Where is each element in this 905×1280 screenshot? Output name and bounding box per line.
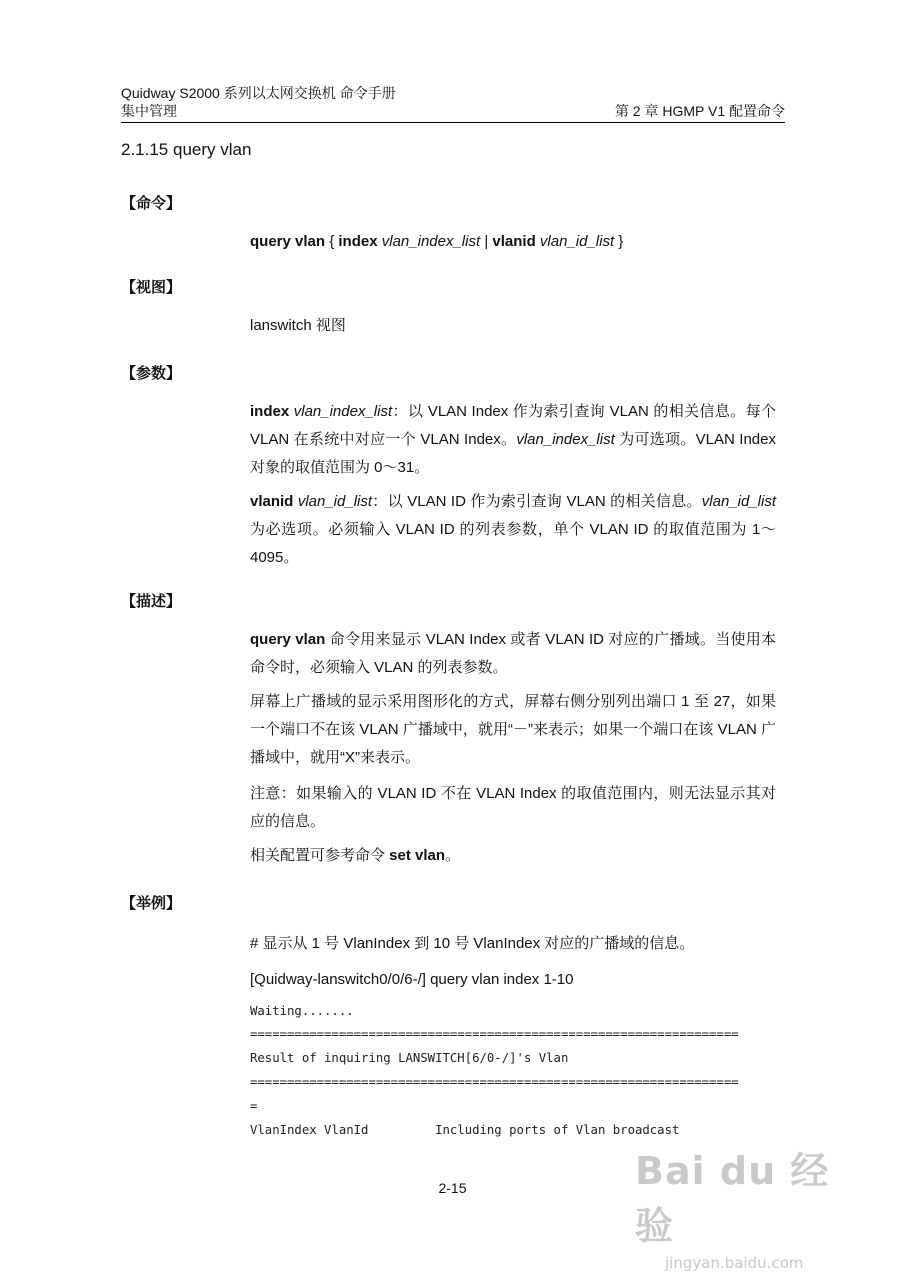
output-line: ==================================================================: [250, 1075, 739, 1089]
cmd-vlanid-keyword: vlanid: [492, 233, 536, 250]
output-line: ==================================================================: [250, 1027, 739, 1041]
desc4-end: 。: [445, 847, 461, 864]
desc-keyword: query vlan: [250, 631, 326, 648]
param-vlanid-text2: 为必选项。必须输入 VLAN ID 的列表参数，单个 VLAN ID 的取值范围为 1～4095。: [250, 521, 776, 566]
cmd-var-id-list: vlan_id_list: [539, 233, 615, 250]
header-section: 集中管理: [121, 103, 177, 119]
cmd-var-index-list: vlan_index_list: [381, 233, 481, 250]
param-vlanid-var2: vlan_id_list: [701, 493, 776, 510]
label-params: 【参数】: [121, 365, 182, 382]
desc-paragraph-1: [250, 626, 776, 682]
cmd-keyword: query vlan: [250, 233, 326, 250]
desc4-keyword: set vlan: [389, 847, 446, 864]
cmd-text: {: [325, 233, 339, 250]
cmd-index-keyword: index: [338, 233, 378, 250]
param-index-var2: vlan_index_list: [516, 431, 615, 448]
cmd-text: }: [614, 233, 624, 250]
desc-paragraph-2: 屏幕上广播域的显示采用图形化的方式，屏幕右侧分别列出端口 1 至 27，如果一个端口不在该 VLAN 广播域中，就用“－”来表示；如果一个端口在该 VLAN 广播域中，就用“X”来表示。: [250, 693, 776, 766]
label-desc: 【描述】: [121, 593, 182, 610]
param-index-var: vlan_index_list: [293, 403, 393, 420]
param-index-text2: 为可选项。VLAN Index 对象的取值范围为 0～31。: [250, 431, 776, 476]
param-index-text: ：以 VLAN Index 作为索引查询 VLAN 的相关信息。每个 VLAN 在系统中对应一个 VLAN Index。: [250, 403, 776, 448]
desc-paragraph-3: 注意：如果输入的 VLAN ID 不在 VLAN Index 的取值范围内，则无法显示其对应的信息。: [250, 785, 776, 830]
watermark: [635, 1140, 865, 1272]
param-vlanid-keyword: vlanid: [250, 493, 294, 510]
watermark-logo: Bai du 经验: [635, 1149, 830, 1248]
desc-paragraph-4: [250, 842, 776, 870]
header-divider: [121, 122, 785, 123]
label-example: 【举例】: [121, 895, 182, 912]
view-text: lanswitch 视图: [250, 317, 346, 334]
output-line: Waiting.......: [250, 1004, 354, 1018]
header-chapter: 第 2 章 HGMP V1 配置命令: [614, 103, 785, 119]
cmd-text: |: [480, 233, 493, 250]
param-vlanid: [250, 488, 776, 572]
page-number: 2-15: [438, 1180, 467, 1196]
example-comment: # 显示从 1 号 VlanIndex 到 10 号 VlanIndex 对应的广播域的信息。: [250, 935, 695, 952]
output-line: VlanIndex VlanId Including ports of Vlan broadcast: [250, 1123, 680, 1137]
label-view: 【视图】: [121, 279, 182, 296]
header-manual-title: Quidway S2000 系列以太网交换机 命令手册: [121, 85, 396, 101]
output-line: =: [250, 1099, 258, 1113]
watermark-url: jingyan.baidu.com: [665, 1254, 804, 1272]
param-index: [250, 398, 776, 482]
section-title: 2.1.15 query vlan: [121, 140, 252, 159]
param-vlanid-text: ：以 VLAN ID 作为索引查询 VLAN 的相关信息。: [372, 493, 702, 510]
param-index-keyword: index: [250, 403, 290, 420]
desc4-text: 相关配置可参考命令: [250, 847, 390, 864]
desc-text: 命令用来显示 VLAN Index 或者 VLAN ID 对应的广播域。当使用本命令时，必须输入 VLAN 的列表参数。: [250, 631, 776, 676]
page-header: [121, 84, 785, 120]
label-command: 【命令】: [121, 195, 182, 212]
example-command: [Quidway-lanswitch0/0/6-/] query vlan index 1-10: [250, 971, 574, 988]
param-vlanid-var: vlan_id_list: [297, 493, 373, 510]
output-line: Result of inquiring LANSWITCH[6/0-/]'s Vlan: [250, 1051, 569, 1065]
command-syntax: [250, 228, 776, 256]
